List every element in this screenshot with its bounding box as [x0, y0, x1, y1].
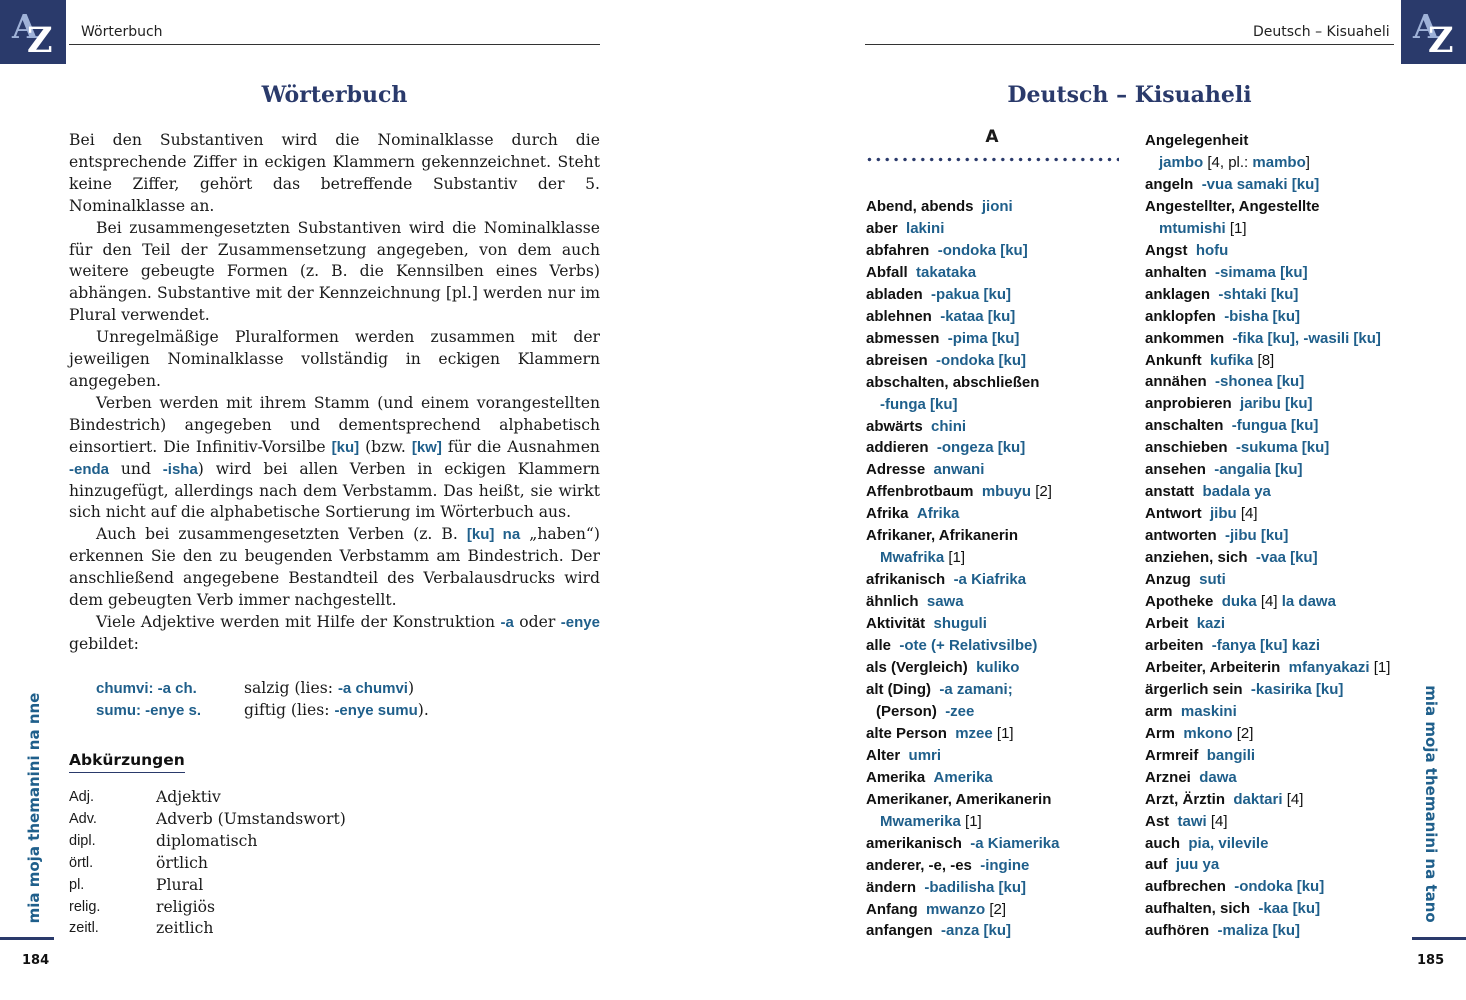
dictionary-entry: Arbeiter, Arbeiterin mfanyakazi [1] [1145, 658, 1391, 676]
dictionary-entry: anprobieren jaribu [ku] [1145, 395, 1313, 413]
dictionary-entry: addieren -ongeza [ku] [866, 439, 1026, 457]
intro-paragraph: Viele Adjektive werden mit Hilfe der Konstruktion -a oder -enye gebildet: [69, 612, 600, 653]
dictionary-column-1 [866, 196, 1059, 942]
dictionary-entry: abschalten, abschließen [866, 373, 1040, 391]
dictionary-entry: Arznei dawa [1145, 768, 1237, 786]
running-head: Deutsch – Kisuaheli [1253, 24, 1390, 40]
footer-rule [0, 937, 54, 940]
dictionary-entry: anhalten -simama [ku] [1145, 263, 1308, 281]
dictionary-entry: anderer, -e, -es -ingine [866, 856, 1030, 874]
swahili-term: [kw] [411, 438, 442, 456]
abbreviation-meaning: religiös [156, 897, 216, 916]
abbreviation: örtl. [69, 854, 94, 871]
dictionary-entry: als (Vergleich) kuliko [866, 659, 1020, 677]
dictionary-entry: ankommen -fika [ku], -wasili [ku] [1145, 329, 1381, 347]
dictionary-entry: Antwort jibu [4] [1145, 505, 1258, 523]
dictionary-entry: Arm mkono [2] [1145, 724, 1254, 742]
abbreviation-meaning: zeitlich [156, 919, 214, 938]
logo-letter-z: Z [27, 20, 53, 61]
swahili-term: [ku] [331, 438, 360, 456]
logo-letter-a: A [12, 7, 38, 46]
swahili-term: -a [500, 613, 514, 631]
swahili-term: -enye sumu [334, 701, 418, 719]
logo-letter-a: A [1413, 7, 1439, 46]
dictionary-entry: Aktivität shuguli [866, 615, 987, 633]
dictionary-entry: alt (Ding) -a zamani; [866, 680, 1013, 698]
example-row: sumu: -enye s. giftig (lies: -enye sumu). [96, 700, 429, 722]
dictionary-entry: anschalten -fungua [ku] [1145, 417, 1319, 435]
page-number: 185 [1417, 953, 1445, 968]
dictionary-entry: annähen -shonea [ku] [1145, 373, 1305, 391]
abbreviations-heading: Abkürzungen [69, 751, 185, 773]
letter-heading: A [985, 127, 999, 147]
dictionary-entry: Ankunft kufika [8] [1145, 351, 1275, 369]
dictionary-entry: Afrika Afrika [866, 505, 960, 523]
abbreviation-meaning: Adjektiv [156, 788, 221, 806]
abbreviation-meaning: Plural [156, 875, 204, 894]
abbreviation-row [69, 831, 346, 853]
abbreviation-meaning: örtlich [156, 853, 208, 872]
dotted-separator [865, 157, 1119, 162]
dictionary-entry: Amerika Amerika [866, 768, 993, 786]
dictionary-entry: abwärts chini [866, 417, 967, 435]
dictionary-entry: auf juu ya [1145, 856, 1220, 874]
side-page-number-words: mia moja themanini na nne [25, 692, 43, 924]
dictionary-entry: ansehen -angalia [ku] [1145, 461, 1303, 479]
dictionary-entry: ablehnen -kataa [ku] [866, 307, 1016, 325]
dictionary-entry: Arzt, Ärztin daktari [4] [1145, 790, 1304, 808]
az-logo [1401, 0, 1466, 64]
dictionary-entry: ähnlich sawa [866, 593, 964, 611]
abbreviation: Adv. [69, 810, 97, 827]
dictionary-entry: Apotheke duka [4] la dawa [1145, 593, 1336, 611]
dictionary-entry: auch pia, vilevile [1145, 834, 1269, 852]
swahili-term: [ku] na [466, 526, 521, 544]
abbreviation-meaning: diplomatisch [156, 831, 258, 850]
dictionary-entry: afrikanisch -a Kiafrika [866, 571, 1027, 589]
dictionary-entry: amerikanisch -a Kiamerika [866, 834, 1060, 852]
dictionary-column-2 [1145, 130, 1390, 942]
dictionary-entry: Adresse anwani [866, 461, 985, 479]
dictionary-entry: jambo [4, pl.: mambo] [1159, 153, 1310, 171]
header-rule [865, 44, 1394, 45]
dictionary-entry: alte Person mzee [1] [866, 724, 1014, 742]
abbreviation-row [69, 897, 346, 919]
dictionary-entry: (Person) -zee [876, 702, 975, 720]
dictionary-entry: Mwamerika [1] [880, 812, 982, 830]
dictionary-entry: mtumishi [1] [1159, 219, 1247, 237]
dictionary-entry: aufhalten, sich -kaa [ku] [1145, 900, 1321, 918]
dictionary-entry: Abfall takataka [866, 263, 977, 281]
abbreviation: dipl. [69, 832, 96, 849]
az-logo [0, 0, 66, 64]
dictionary-entry: anfangen -anza [ku] [866, 922, 1012, 940]
abbreviation-meaning: Adverb (Umstandswort) [156, 809, 346, 828]
dictionary-entry: -funga [ku] [880, 395, 958, 413]
dictionary-entry: aufbrechen -ondoka [ku] [1145, 878, 1325, 896]
dictionary-entry: anziehen, sich -vaa [ku] [1145, 549, 1318, 567]
logo-letter-z: Z [1428, 20, 1454, 61]
swahili-term: -enye [560, 613, 600, 631]
abbreviation-row [69, 809, 346, 831]
dictionary-entry: Afrikaner, Afrikanerin [866, 527, 1018, 545]
abbreviation-row [69, 918, 346, 940]
abbreviation: pl. [69, 876, 85, 893]
dictionary-entry: anklopfen -bisha [ku] [1145, 307, 1301, 325]
dictionary-entry: Anfang mwanzo [2] [866, 900, 1007, 918]
dictionary-entry: Mwafrika [1] [880, 549, 966, 567]
adjective-examples [96, 678, 429, 722]
dictionary-entry: aber lakini [866, 219, 945, 237]
dictionary-entry: Amerikaner, Amerikanerin [866, 790, 1052, 808]
abbreviation-row [69, 853, 346, 875]
abbreviation: Adj. [69, 789, 94, 805]
example-swahili: chumvi: -a ch. [96, 680, 197, 697]
dictionary-entry: arbeiten -fanya [ku] kazi [1145, 636, 1321, 654]
side-page-number-words: mia moja themanini na tano [1422, 685, 1440, 923]
abbreviation-row [69, 787, 346, 809]
running-head: Wörterbuch [81, 24, 163, 40]
intro-text [69, 130, 600, 656]
dictionary-entry: alle -ote (+ Relativsilbe) [866, 637, 1038, 655]
swahili-term: -a chumvi [337, 680, 408, 697]
dictionary-entry: abfahren -ondoka [ku] [866, 241, 1028, 259]
dictionary-entry: arm maskini [1145, 702, 1237, 720]
page-title: Wörterbuch [261, 82, 408, 108]
abbreviation-row [69, 875, 346, 897]
dictionary-entry: anstatt badala ya [1145, 483, 1271, 501]
example-row: chumvi: -a ch. salzig (lies: -a chumvi) [96, 678, 429, 700]
intro-paragraph: Verben werden mit ihrem Stamm (und einem vorangestellten Bindestrich) angegeben und dementsprechend alphabetisch einsortiert. Die Infinitiv-Vorsilbe [ku] (bzw. [kw] für die Ausnahmen -enda und -isha) wird bei allen Verben in eckigen Klammern hinzugefügt, allerdings nach dem Verbstamm. Das heißt, sie wirkt sich nicht auf die alphabetische Sortierung im Wörterbuch aus. [69, 393, 600, 522]
header-rule [69, 44, 600, 45]
dictionary-entry: Ast tawi [4] [1145, 812, 1228, 830]
dictionary-entry: angeln -vua samaki [ku] [1145, 175, 1320, 193]
dictionary-entry: Angelegenheit [1145, 132, 1249, 149]
abbreviation: relig. [69, 898, 101, 915]
abbreviation: zeitl. [69, 920, 99, 937]
dictionary-entry: Arbeit kazi [1145, 614, 1226, 632]
page-number: 184 [22, 953, 50, 968]
dictionary-entry: abladen -pakua [ku] [866, 285, 1012, 303]
intro-paragraph: Bei den Substantiven wird die Nominalklasse durch die entsprechende Ziffer in eckigen Klammern gekennzeichnet. Steht keine Ziffer, gehört das betreffende Substantiv der 5. Nominalklasse an. [69, 131, 600, 215]
dictionary-entry: ärgerlich sein -kasirika [ku] [1145, 680, 1344, 698]
dictionary-entry: abreisen -ondoka [ku] [866, 351, 1027, 369]
dictionary-entry: Alter umri [866, 746, 942, 764]
intro-paragraph: Unregelmäßige Pluralformen werden zusammen mit der jeweiligen Nominalklasse vollständig in eckigen Klammern angegeben. [69, 328, 600, 390]
abbreviations-list [69, 787, 346, 940]
swahili-term: -enda [69, 460, 110, 478]
dictionary-entry: anklagen -shtaki [ku] [1145, 285, 1299, 303]
dictionary-entry: anschieben -sukuma [ku] [1145, 439, 1330, 457]
dictionary-entry: antworten -jibu [ku] [1145, 527, 1289, 545]
dictionary-entry: Abend, abends jioni [866, 198, 1013, 215]
dictionary-entry: Armreif bangili [1145, 746, 1256, 764]
swahili-term: -isha [162, 460, 198, 478]
dictionary-entry: abmessen -pima [ku] [866, 329, 1020, 347]
dictionary-entry: aufhören -maliza [ku] [1145, 922, 1301, 940]
dictionary-entry: Anzug suti [1145, 571, 1226, 589]
example-swahili: sumu: -enye s. [96, 701, 202, 719]
dictionary-entry: ändern -badilisha [ku] [866, 878, 1027, 896]
dictionary-entry: Angestellter, Angestellte [1145, 197, 1320, 215]
dictionary-entry: Angst hofu [1145, 241, 1229, 259]
intro-paragraph: Bei zusammengesetzten Substantiven wird die Nominalklasse für den Teil der Zusammensetzung angegeben, von dem auch weitere gebeugte Formen (z. B. die Kennsilben eines Verbs) abhängen. Substantive mit der Kennzeichnung [pl.] werden nur im Plural verwendet. [69, 218, 600, 325]
dictionary-entry: Affenbrotbaum mbuyu [2] [866, 483, 1052, 501]
footer-rule [1412, 937, 1466, 940]
intro-paragraph: Auch bei zusammengesetzten Verben (z. B. [ku] na „haben“) erkennen Sie den zu beugenden Verbstamm am Bindestrich. Der anschließend angegebene Bestandteil des Verbalausdrucks wird dem gebeugten Verb immer nachgestellt. [69, 525, 600, 610]
page-title: Deutsch – Kisuaheli [1007, 82, 1252, 108]
